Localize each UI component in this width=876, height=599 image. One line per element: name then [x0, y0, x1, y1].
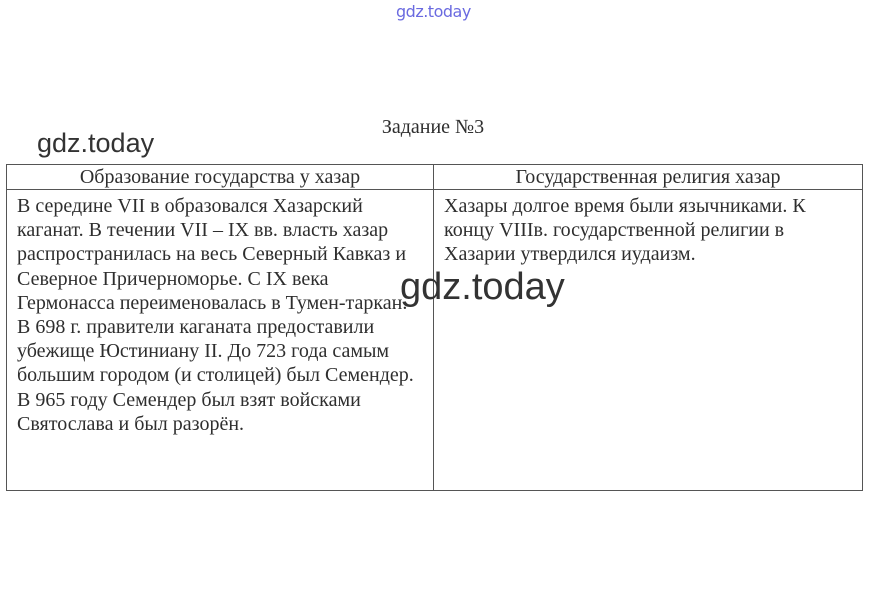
watermark-center: gdz.today [400, 266, 565, 308]
header-state-formation: Образование государства у хазар [7, 165, 434, 190]
answer-table [6, 164, 863, 491]
watermark-left: gdz.today [37, 128, 155, 158]
table-row [7, 190, 863, 491]
cell-state-formation [7, 190, 434, 491]
cell-paragraph: В 965 году Семендер был взят войсками Святослава и был разорён. [17, 388, 361, 435]
table-header-row [7, 165, 863, 190]
cell-state-religion: Хазары долгое время были язычниками. К концу VIIIв. государственной религии в Хазарии утвердился иудаизм. [434, 190, 863, 491]
task-title: Задание №3 [381, 116, 485, 138]
header-state-religion: Государственная религия хазар [434, 165, 863, 190]
watermark-top: gdz.today [396, 2, 471, 21]
cell-paragraph: В середине VII в образовался Хазарский каганат. В течении VII – IX вв. власть хазар распространилась на весь Северный Кавказ и Северное Причерноморье. С IX века Гермонасса переименовалась в Тумен-таркан. В 698 г. правители каганата предоставили убежище Юстиниану II. До 723 года самым большим городом (и столицей) был Семендер. [17, 195, 414, 387]
